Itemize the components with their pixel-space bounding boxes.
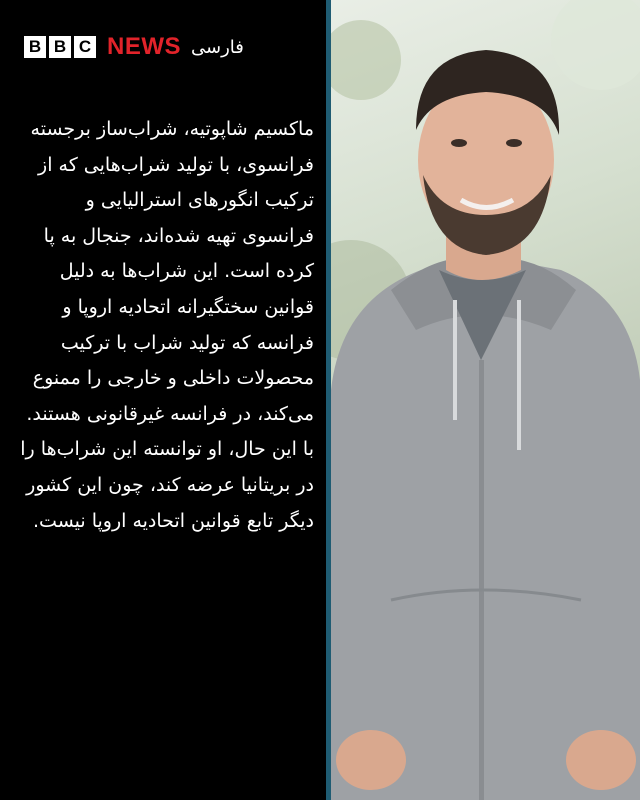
bbc-letter-c: C (74, 36, 96, 58)
person-photo (331, 0, 640, 800)
person-illustration (331, 0, 640, 800)
language-label: فارسی (191, 36, 244, 58)
news-label: NEWS (107, 33, 181, 60)
bbc-news-persian-logo (24, 33, 244, 61)
bbc-letter-b2: B (49, 36, 71, 58)
article-text: ماکسیم شاپوتیه، شراب‌ساز برجسته فرانسوی، با تولید شراب‌هایی که از ترکیب انگورهای استرالیایی و فرانسوی تهیه شده‌اند، جنجال به پا کرده است. این شراب‌ها به دلیل قوانین سختگیرانه اتحادیه اروپا و فرانسه که تولید شراب با ترکیب محصولات داخلی و خارجی را ممنوع می‌کند، در فرانسه غیرقانونی هستند. با این حال، او توانسته این شراب‌ها را در بریتانیا عرضه کند، چون این کشور دیگر تابع قوانین اتحادیه اروپا نیست. (20, 118, 314, 532)
bbc-letter-b1: B (24, 36, 46, 58)
